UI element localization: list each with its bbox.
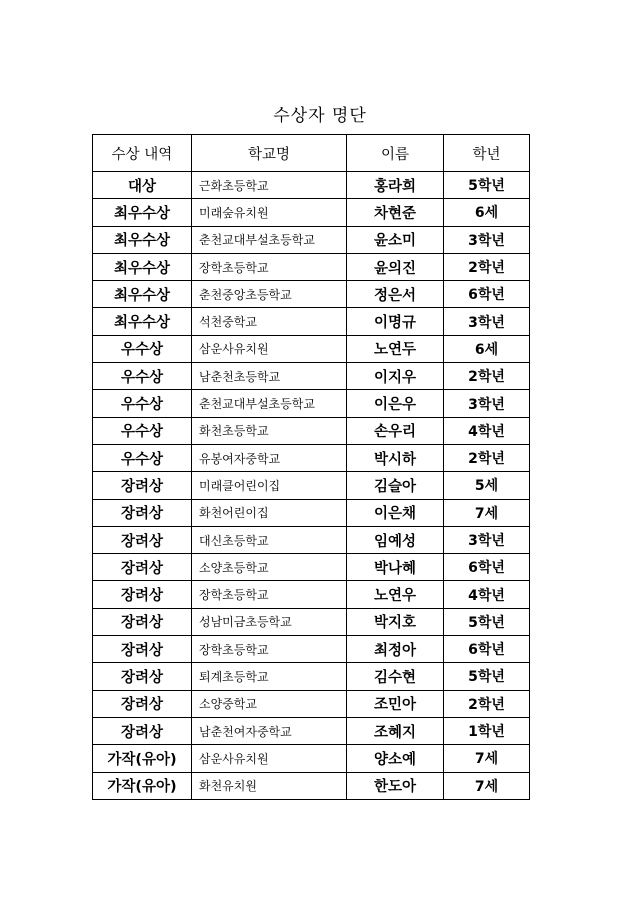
grade-cell: 2학년 bbox=[444, 363, 530, 390]
grade-cell: 6세 bbox=[444, 199, 530, 226]
school-cell: 미래숲유치원 bbox=[192, 199, 347, 226]
school-cell: 장학초등학교 bbox=[192, 636, 347, 663]
award-cell: 최우수상 bbox=[93, 308, 192, 335]
award-cell: 장려상 bbox=[93, 526, 192, 553]
school-cell: 미래클어린이집 bbox=[192, 472, 347, 499]
grade-cell: 4학년 bbox=[444, 581, 530, 608]
name-cell: 손우리 bbox=[347, 417, 444, 444]
award-cell: 우수상 bbox=[93, 363, 192, 390]
school-cell: 성남미금초등학교 bbox=[192, 608, 347, 635]
table-row bbox=[93, 281, 530, 308]
name-cell: 윤의진 bbox=[347, 253, 444, 280]
award-cell: 장려상 bbox=[93, 663, 192, 690]
table-row bbox=[93, 717, 530, 744]
school-cell: 남춘천초등학교 bbox=[192, 363, 347, 390]
name-cell: 정은서 bbox=[347, 281, 444, 308]
name-cell: 이은채 bbox=[347, 499, 444, 526]
grade-cell: 5세 bbox=[444, 472, 530, 499]
award-cell: 장려상 bbox=[93, 499, 192, 526]
grade-cell: 5학년 bbox=[444, 608, 530, 635]
school-cell: 춘천중앙초등학교 bbox=[192, 281, 347, 308]
school-cell: 장학초등학교 bbox=[192, 581, 347, 608]
grade-cell: 2학년 bbox=[444, 253, 530, 280]
award-cell: 가작(유아) bbox=[93, 772, 192, 799]
header-school: 학교명 bbox=[192, 135, 347, 172]
table-row bbox=[93, 308, 530, 335]
table-row bbox=[93, 499, 530, 526]
table-row bbox=[93, 417, 530, 444]
name-cell: 임예성 bbox=[347, 526, 444, 553]
document-title: 수상자 명단 bbox=[273, 106, 367, 126]
name-cell: 양소예 bbox=[347, 745, 444, 772]
table-row bbox=[93, 172, 530, 199]
name-cell: 윤소미 bbox=[347, 226, 444, 253]
award-cell: 최우수상 bbox=[93, 226, 192, 253]
name-cell: 김슬아 bbox=[347, 472, 444, 499]
grade-cell: 5학년 bbox=[444, 172, 530, 199]
name-cell: 박시하 bbox=[347, 444, 444, 471]
grade-cell: 2학년 bbox=[444, 690, 530, 717]
table-row bbox=[93, 772, 530, 799]
name-cell: 김수현 bbox=[347, 663, 444, 690]
table-header bbox=[93, 135, 530, 172]
award-cell: 우수상 bbox=[93, 444, 192, 471]
table-row bbox=[93, 581, 530, 608]
name-cell: 한도아 bbox=[347, 772, 444, 799]
school-cell: 대신초등학교 bbox=[192, 526, 347, 553]
table-row bbox=[93, 199, 530, 226]
award-cell: 최우수상 bbox=[93, 281, 192, 308]
table-row bbox=[93, 472, 530, 499]
grade-cell: 6세 bbox=[444, 335, 530, 362]
grade-cell: 3학년 bbox=[444, 526, 530, 553]
grade-cell: 6학년 bbox=[444, 636, 530, 663]
header-row bbox=[93, 135, 530, 172]
award-cell: 최우수상 bbox=[93, 253, 192, 280]
name-cell: 홍라희 bbox=[347, 172, 444, 199]
table-row bbox=[93, 554, 530, 581]
table-row bbox=[93, 363, 530, 390]
school-cell: 화천어린이집 bbox=[192, 499, 347, 526]
table-row bbox=[93, 745, 530, 772]
table-row bbox=[93, 663, 530, 690]
award-winners-table bbox=[92, 134, 530, 800]
award-cell: 장려상 bbox=[93, 608, 192, 635]
name-cell: 이은우 bbox=[347, 390, 444, 417]
grade-cell: 7세 bbox=[444, 499, 530, 526]
grade-cell: 1학년 bbox=[444, 717, 530, 744]
table-row bbox=[93, 526, 530, 553]
grade-cell: 7세 bbox=[444, 772, 530, 799]
name-cell: 최정아 bbox=[347, 636, 444, 663]
award-cell: 장려상 bbox=[93, 472, 192, 499]
grade-cell: 2학년 bbox=[444, 444, 530, 471]
school-cell: 춘천교대부설초등학교 bbox=[192, 226, 347, 253]
header-grade: 학년 bbox=[444, 135, 530, 172]
table-row bbox=[93, 253, 530, 280]
grade-cell: 6학년 bbox=[444, 281, 530, 308]
award-cell: 우수상 bbox=[93, 335, 192, 362]
name-cell: 차현준 bbox=[347, 199, 444, 226]
table-row bbox=[93, 390, 530, 417]
award-cell: 장려상 bbox=[93, 690, 192, 717]
table-row bbox=[93, 690, 530, 717]
grade-cell: 6학년 bbox=[444, 554, 530, 581]
header-award: 수상 내역 bbox=[93, 135, 192, 172]
header-name: 이름 bbox=[347, 135, 444, 172]
school-cell: 화천유치원 bbox=[192, 772, 347, 799]
grade-cell: 5학년 bbox=[444, 663, 530, 690]
name-cell: 노연두 bbox=[347, 335, 444, 362]
name-cell: 박지호 bbox=[347, 608, 444, 635]
grade-cell: 7세 bbox=[444, 745, 530, 772]
table-body bbox=[93, 172, 530, 800]
table-row bbox=[93, 608, 530, 635]
school-cell: 소양중학교 bbox=[192, 690, 347, 717]
school-cell: 춘천교대부설초등학교 bbox=[192, 390, 347, 417]
name-cell: 이명규 bbox=[347, 308, 444, 335]
school-cell: 남춘천여자중학교 bbox=[192, 717, 347, 744]
award-cell: 장려상 bbox=[93, 717, 192, 744]
name-cell: 조민아 bbox=[347, 690, 444, 717]
name-cell: 박나혜 bbox=[347, 554, 444, 581]
school-cell: 화천초등학교 bbox=[192, 417, 347, 444]
table-row bbox=[93, 444, 530, 471]
table-row bbox=[93, 636, 530, 663]
name-cell: 조혜지 bbox=[347, 717, 444, 744]
school-cell: 석천중학교 bbox=[192, 308, 347, 335]
award-cell: 장려상 bbox=[93, 581, 192, 608]
grade-cell: 3학년 bbox=[444, 390, 530, 417]
award-cell: 대상 bbox=[93, 172, 192, 199]
award-cell: 우수상 bbox=[93, 417, 192, 444]
award-cell: 장려상 bbox=[93, 636, 192, 663]
school-cell: 장학초등학교 bbox=[192, 253, 347, 280]
school-cell: 삼운사유치원 bbox=[192, 335, 347, 362]
school-cell: 퇴계초등학교 bbox=[192, 663, 347, 690]
name-cell: 노연우 bbox=[347, 581, 444, 608]
grade-cell: 4학년 bbox=[444, 417, 530, 444]
award-cell: 장려상 bbox=[93, 554, 192, 581]
school-cell: 근화초등학교 bbox=[192, 172, 347, 199]
award-cell: 최우수상 bbox=[93, 199, 192, 226]
school-cell: 소양초등학교 bbox=[192, 554, 347, 581]
grade-cell: 3학년 bbox=[444, 308, 530, 335]
name-cell: 이지우 bbox=[347, 363, 444, 390]
table-row bbox=[93, 335, 530, 362]
award-cell: 우수상 bbox=[93, 390, 192, 417]
table-row bbox=[93, 226, 530, 253]
school-cell: 유봉여자중학교 bbox=[192, 444, 347, 471]
school-cell: 삼운사유치원 bbox=[192, 745, 347, 772]
award-cell: 가작(유아) bbox=[93, 745, 192, 772]
grade-cell: 3학년 bbox=[444, 226, 530, 253]
